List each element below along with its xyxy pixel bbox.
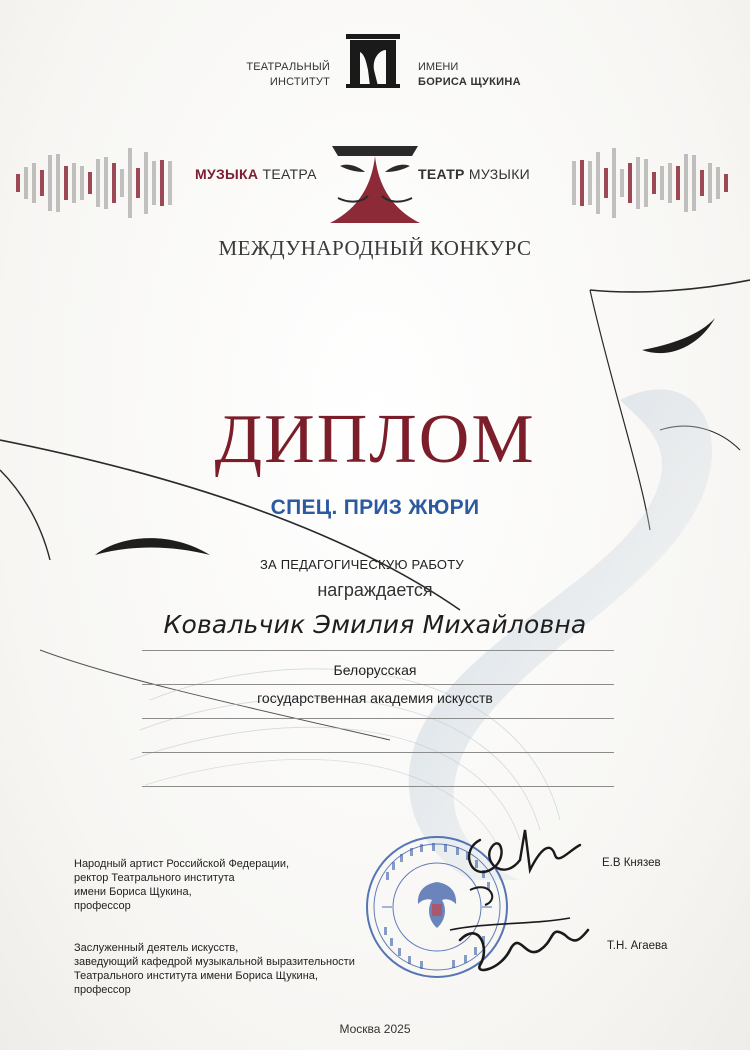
equalizer-bar	[580, 160, 584, 206]
equalizer-bar	[692, 155, 696, 211]
equalizer-bar	[572, 161, 576, 205]
prize-title: СПЕЦ. ПРИЗ ЖЮРИ	[270, 496, 480, 519]
city-year: Москва 2025	[339, 1022, 411, 1036]
equalizer-bar	[56, 154, 60, 212]
award-reason: ЗА ПЕДАГОГИЧЕСКУЮ РАБОТУ	[260, 557, 464, 572]
equalizer-bar	[636, 157, 640, 209]
equalizer-bar	[152, 161, 156, 205]
blank-line-2	[142, 786, 614, 787]
recipient-underline	[142, 650, 614, 651]
banner-left-text: МУЗЫКА ТЕАТРА	[195, 166, 317, 182]
org-underline-1	[142, 684, 614, 685]
equalizer-bar	[588, 161, 592, 205]
institute-name-left: ТЕАТРАЛЬНЫЙ ИНСТИТУТ	[246, 61, 330, 88]
equalizer-bar	[724, 174, 728, 192]
equalizer-bar	[168, 161, 172, 205]
equalizer-bar	[136, 168, 140, 198]
recipient-name: Ковальчик Эмилия Михайловна	[163, 610, 587, 639]
equalizer-bar	[652, 172, 656, 194]
blank-line-1	[142, 752, 614, 753]
signatory-1-title: Народный артист Российской Федерации, ректор Театрального института имени Бориса Щукина, профессор	[74, 858, 290, 912]
equalizer-bar	[644, 159, 648, 207]
equalizer-bar	[64, 166, 68, 200]
signatory-1-name: Е.В Князев	[602, 857, 661, 869]
equalizer-bar	[716, 167, 720, 199]
organization-line-1: Белорусская	[333, 662, 417, 678]
handwritten-signatures	[430, 810, 610, 990]
signatory-2-title: Заслуженный деятель искусств, заведующий кафедрой музыкальной выразительности Театрального института имени Бориса Щукина, профессор	[74, 942, 355, 996]
equalizer-bar	[128, 148, 132, 218]
institute-name-right: ИМЕНИ БОРИСА ЩУКИНА	[418, 61, 521, 88]
shchukin-logo-icon	[340, 30, 406, 90]
equalizer-bar	[676, 166, 680, 200]
equalizer-bar	[612, 148, 616, 218]
equalizer-bar	[628, 163, 632, 203]
equalizer-bar	[668, 163, 672, 203]
equalizer-bar	[32, 163, 36, 203]
equalizer-bar	[40, 170, 44, 196]
equalizer-bar	[684, 154, 688, 212]
signatory-2-name: Т.Н. Агаева	[607, 940, 668, 952]
equalizer-bar	[72, 163, 76, 203]
equalizer-bar	[700, 170, 704, 196]
equalizer-bar	[24, 167, 28, 199]
equalizer-bar	[604, 168, 608, 198]
equalizer-bar	[112, 163, 116, 203]
equalizer-bar	[88, 172, 92, 194]
banner-right-text: ТЕАТР МУЗЫКИ	[418, 166, 531, 182]
equalizer-bar	[16, 174, 20, 192]
awarded-label: награждается	[317, 580, 433, 600]
equalizer-bar	[160, 160, 164, 206]
equalizer-bar	[144, 152, 148, 214]
contest-title: МЕЖДУНАРОДНЫЙ КОНКУРС	[218, 236, 532, 260]
equalizer-bar	[80, 166, 84, 200]
organization-line-2: государственная академия искусств	[257, 690, 493, 706]
org-underline-2	[142, 718, 614, 719]
equalizer-bar	[620, 169, 624, 197]
equalizer-bar	[96, 159, 100, 207]
equalizer-bar	[660, 166, 664, 200]
equalizer-bar	[120, 169, 124, 197]
equalizer-bar	[708, 163, 712, 203]
equalizer-bar	[48, 155, 52, 211]
equalizer-banner	[0, 138, 750, 228]
diploma-title: ДИПЛОМ	[214, 401, 536, 478]
equalizer-bar	[596, 152, 600, 214]
equalizer-bar	[104, 157, 108, 209]
